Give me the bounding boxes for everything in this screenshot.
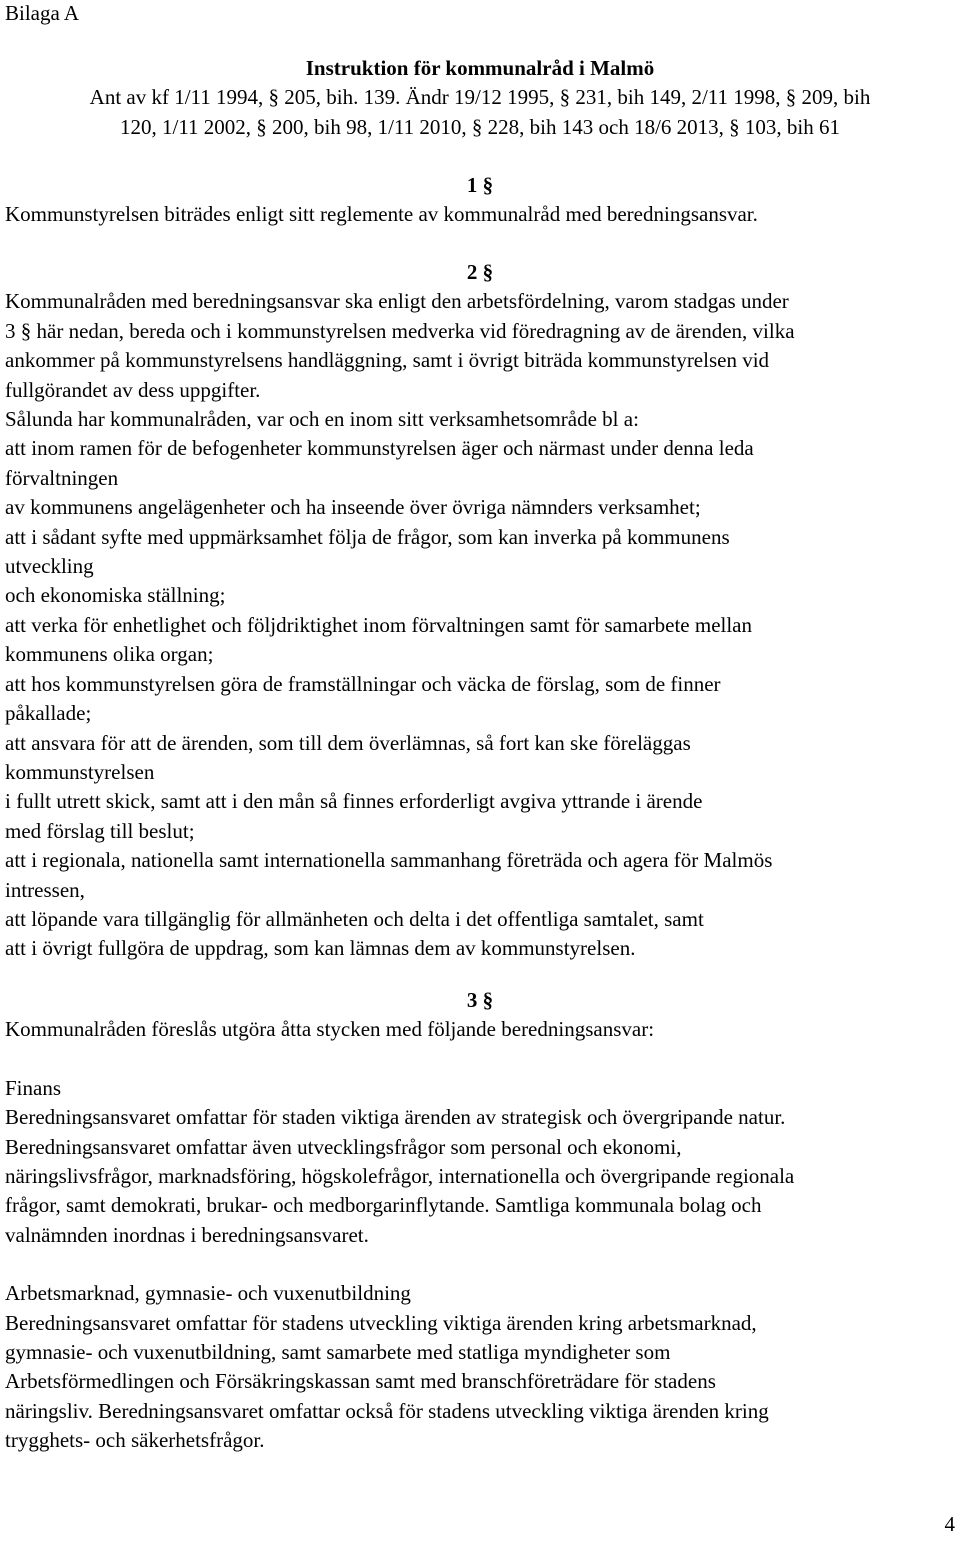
paragraph-line: att verka för enhetlighet och följdriktighet inom förvaltningen samt för samarbete mellan: [5, 612, 753, 637]
paragraph-line: Beredningsansvaret omfattar även utvecklingsfrågor som personal och ekonomi,: [5, 1134, 682, 1159]
paragraph-line: kommunstyrelsen: [5, 759, 155, 784]
paragraph-line: Arbetsförmedlingen och Försäkringskassan samt med branschföreträdare för stadens: [5, 1369, 716, 1394]
paragraph-line: valnämnden inordnas i beredningsansvaret.: [5, 1222, 369, 1247]
paragraph-line: att löpande vara tillgänglig för allmänheten och delta i det offentliga samtalet, samt: [5, 906, 704, 931]
adoption-note-line-2: 120, 1/11 2002, § 200, bih 98, 1/11 2010, § 228, bih 143 och 18/6 2013, § 103, bih 61: [119, 114, 841, 139]
section-1: [5, 171, 955, 230]
section-heading: 1 §: [466, 173, 494, 197]
paragraph-line: intressen,: [5, 877, 85, 902]
paragraph-line: av kommunens angelägenheter och ha inseende över övriga nämnders verksamhet;: [5, 495, 701, 520]
area-name: Finans: [5, 1075, 62, 1100]
section-2: [5, 258, 955, 964]
area-name: Arbetsmarknad, gymnasie- och vuxenutbildning: [5, 1281, 411, 1306]
adoption-note-line-1: Ant av kf 1/11 1994, § 205, bih. 139. Ändr 19/12 1995, § 231, bih 149, 2/11 1998, § 209, bih: [89, 85, 871, 110]
paragraph-line: Kommunstyrelsen biträdes enligt sitt reglemente av kommunalråd med beredningsansvar.: [5, 202, 758, 227]
paragraph-line: utveckling: [5, 554, 94, 579]
paragraph-line: att i övrigt fullgöra de uppdrag, som kan lämnas dem av kommunstyrelsen.: [5, 936, 636, 961]
spacer: [5, 1250, 955, 1279]
paragraph-line: Beredningsansvaret omfattar för staden viktiga ärenden av strategisk och övergripande natur.: [5, 1105, 786, 1130]
paragraph-line: 3 § här nedan, bereda och i kommunstyrelsen medverka vid föredragning av de ärenden, vilka: [5, 318, 795, 343]
paragraph-line: att inom ramen för de befogenheter kommunstyrelsen äger och närmast under denna leda: [5, 436, 754, 461]
paragraph-line: Beredningsansvaret omfattar för stadens utveckling viktiga ärenden kring arbetsmarknad,: [5, 1310, 757, 1335]
section-3: [5, 986, 955, 1456]
document-title: Instruktion för kommunalråd i Malmö: [305, 56, 655, 80]
paragraph-line: frågor, samt demokrati, brukar- och medborgarinflytande. Samtliga kommunala bolag och: [5, 1193, 762, 1218]
paragraph-line: Kommunalråden med beredningsansvar ska enligt den arbetsfördelning, varom stadgas under: [5, 289, 789, 314]
paragraph-line: näringslivsfrågor, marknadsföring, högskolefrågor, internationella och övergripande regionala: [5, 1164, 795, 1189]
paragraph-line: ankommer på kommunstyrelsens handläggning, samt i övrigt biträda kommunstyrelsen vid: [5, 348, 770, 373]
paragraph-line: gymnasie- och vuxenutbildning, samt samarbete med statliga myndigheter som: [5, 1340, 671, 1365]
page-number: 4: [944, 1512, 955, 1536]
paragraph-line: påkallade;: [5, 701, 92, 726]
paragraph-line: att i sådant syfte med uppmärksamhet följa de frågor, som kan inverka på kommunens: [5, 524, 730, 549]
paragraph-line: trygghets- och säkerhetsfrågor.: [5, 1428, 265, 1453]
paragraph-line: näringsliv. Beredningsansvaret omfattar också för stadens utveckling viktiga ärenden kring: [5, 1398, 769, 1423]
section-intro: Kommunalråden föreslås utgöra åtta stycken med följande beredningsansvar:: [5, 1017, 655, 1042]
paragraph-line: kommunens olika organ;: [5, 642, 214, 667]
spacer: [5, 1045, 955, 1074]
paragraph-line: Sålunda har kommunalråden, var och en inom sitt verksamhetsområde bl a:: [5, 407, 639, 432]
paragraph-line: fullgörandet av dess uppgifter.: [5, 377, 261, 402]
paragraph-line: att i regionala, nationella samt internationella sammanhang företräda och agera för Malmös: [5, 848, 773, 873]
paragraph-line: att ansvara för att de ärenden, som till dem överlämnas, så fort kan ske föreläggas: [5, 730, 691, 755]
paragraph-line: att hos kommunstyrelsen göra de framställningar och väcka de förslag, som de finner: [5, 671, 721, 696]
paragraph-line: och ekonomiska ställning;: [5, 583, 226, 608]
attachment-label: Bilaga A: [5, 1, 80, 25]
paragraph-line: i fullt utrett skick, samt att i den mån så finnes erforderligt avgiva yttrande i ärende: [5, 789, 703, 814]
area-arbetsmarknad: [5, 1279, 955, 1455]
section-heading: 3 §: [466, 988, 494, 1012]
paragraph-line: förvaltningen: [5, 465, 119, 490]
area-finans: [5, 1074, 955, 1250]
section-heading: 2 §: [466, 260, 494, 284]
document-header: [5, 54, 955, 142]
paragraph-line: med förslag till beslut;: [5, 818, 195, 843]
